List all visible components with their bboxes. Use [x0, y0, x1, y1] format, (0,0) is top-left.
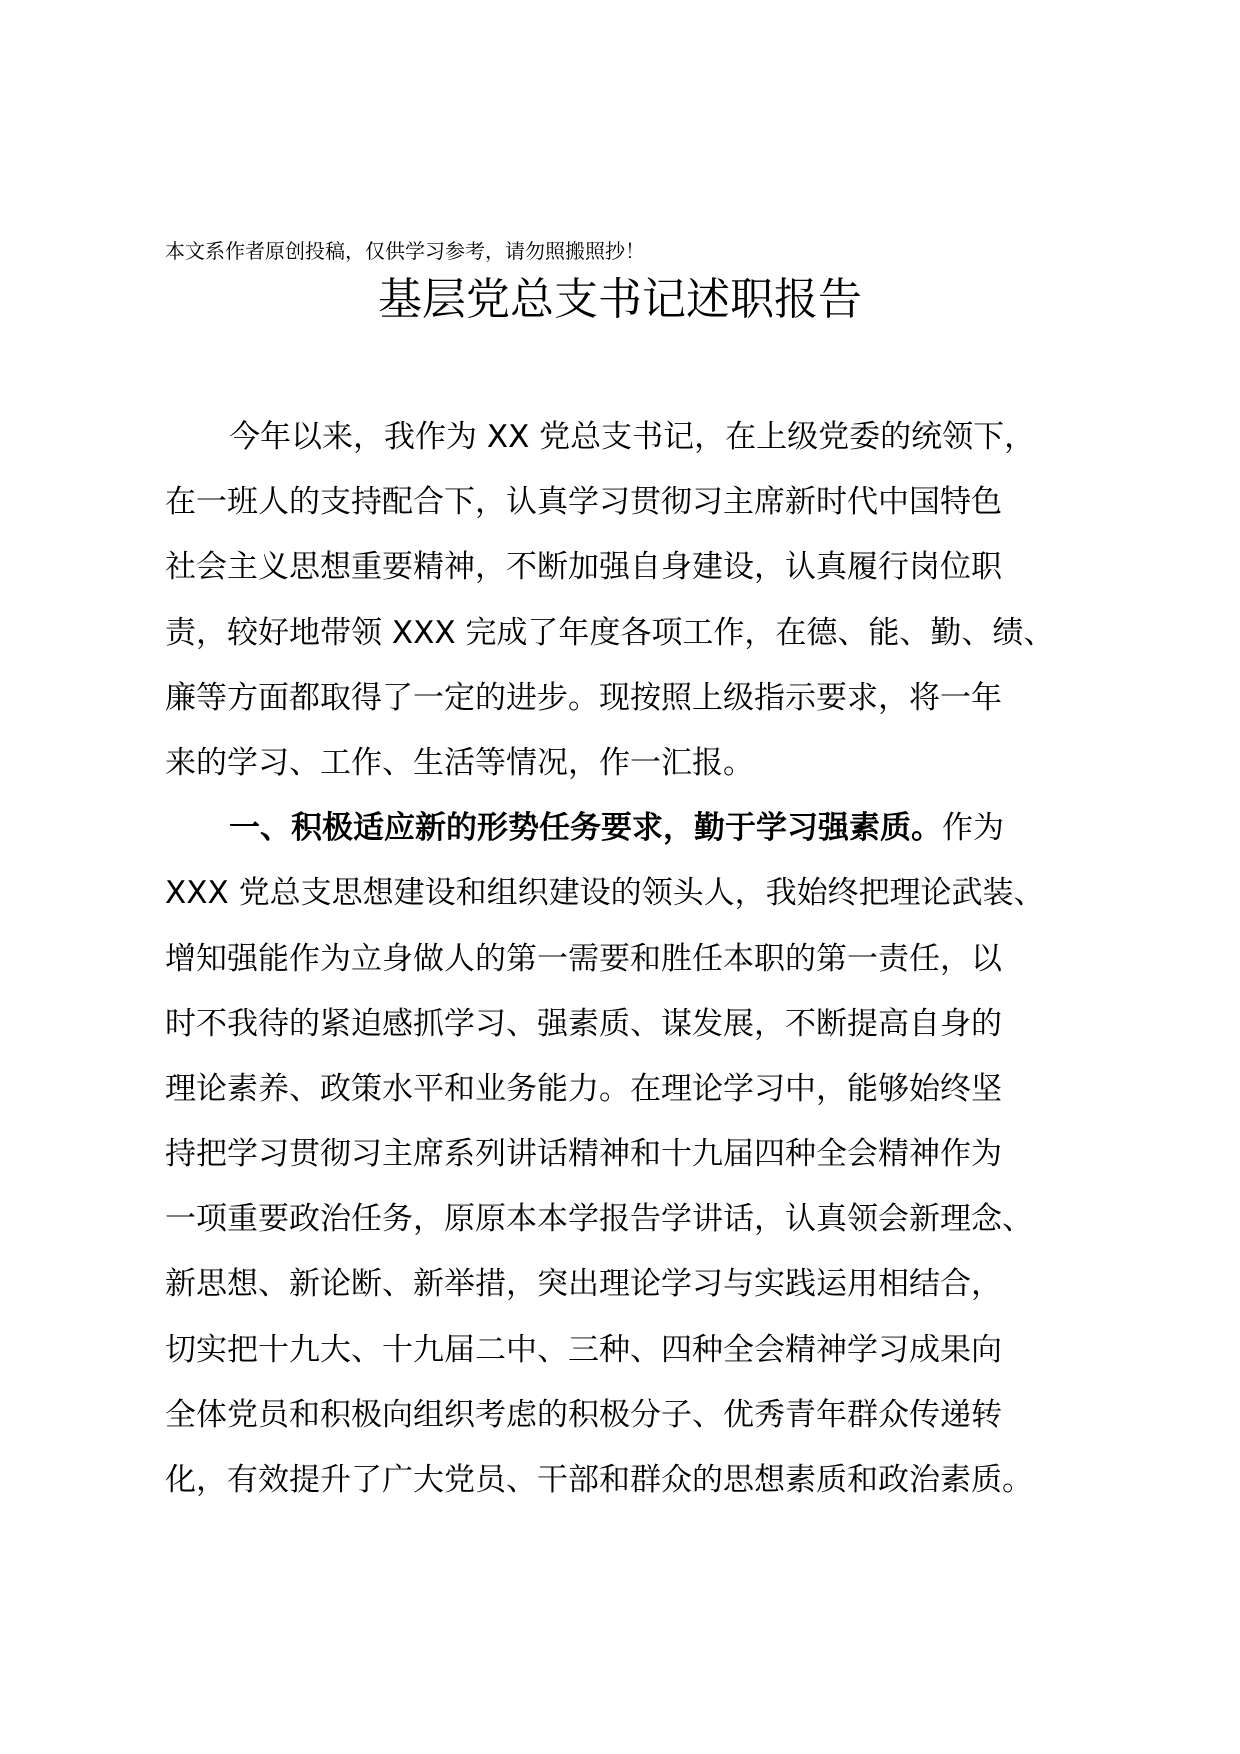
text-fragment: 作为 — [942, 810, 1004, 847]
text-line: 责，较好地带领 XXX 完成了年度各项工作，在德、能、勤、绩、 — [165, 614, 1055, 651]
text-line: 新思想、新论断、新举措，突出理论学习与实践运用相结合， — [165, 1266, 1002, 1303]
section-heading: 一、积极适应新的形势任务要求，勤于学习强素质。 — [229, 810, 942, 847]
text-line: 切实把十九大、十九届二中、三种、四种全会精神学习成果向 — [165, 1331, 1002, 1368]
document-title: 基层党总支书记述职报告 — [378, 274, 862, 325]
text-line: 持把学习贯彻习主席系列讲话精神和十九届四种全会精神作为 — [165, 1136, 1002, 1173]
document-body — [165, 405, 1125, 1513]
text-line: 在一班人的支持配合下，认真学习贯彻习主席新时代中国特色 — [165, 484, 1002, 521]
text-line: 廉等方面都取得了一定的进步。现按照上级指示要求，将一年 — [165, 679, 1002, 716]
text-line: 理论素养、政策水平和业务能力。在理论学习中，能够始终坚 — [165, 1070, 1002, 1107]
text-line: 社会主义思想重要精神，不断加强自身建设，认真履行岗位职 — [165, 549, 1002, 586]
text-line: 时不我待的紧迫感抓学习、强素质、谋发展，不断提高自身的 — [165, 1005, 1002, 1042]
paragraph-section-1 — [165, 796, 1125, 1513]
copyright-notice: 本文系作者原创投稿，仅供学习参考，请勿照搬照抄！ — [165, 239, 645, 263]
text-line: 全体党员和积极向组织考虑的积极分子、优秀青年群众传递转 — [165, 1396, 1002, 1433]
text-line: 今年以来，我作为 XX 党总支书记，在上级党委的统领下， — [229, 419, 1036, 455]
paragraph-intro — [165, 405, 1125, 796]
text-line: XXX 党总支思想建设和组织建设的领头人，我始终把理论武装、 — [165, 875, 1045, 912]
text-line — [165, 796, 1125, 861]
text-line: 增知强能作为立身做人的第一需要和胜任本职的第一责任，以 — [165, 940, 1002, 977]
text-line: 化，有效提升了广大党员、干部和群众的思想素质和政治素质。 — [165, 1462, 1033, 1498]
text-line: 来的学习、工作、生活等情况，作一汇报。 — [165, 744, 754, 781]
text-line: 一项重要政治任务，原原本本学报告学讲话，认真领会新理念、 — [165, 1201, 1033, 1238]
